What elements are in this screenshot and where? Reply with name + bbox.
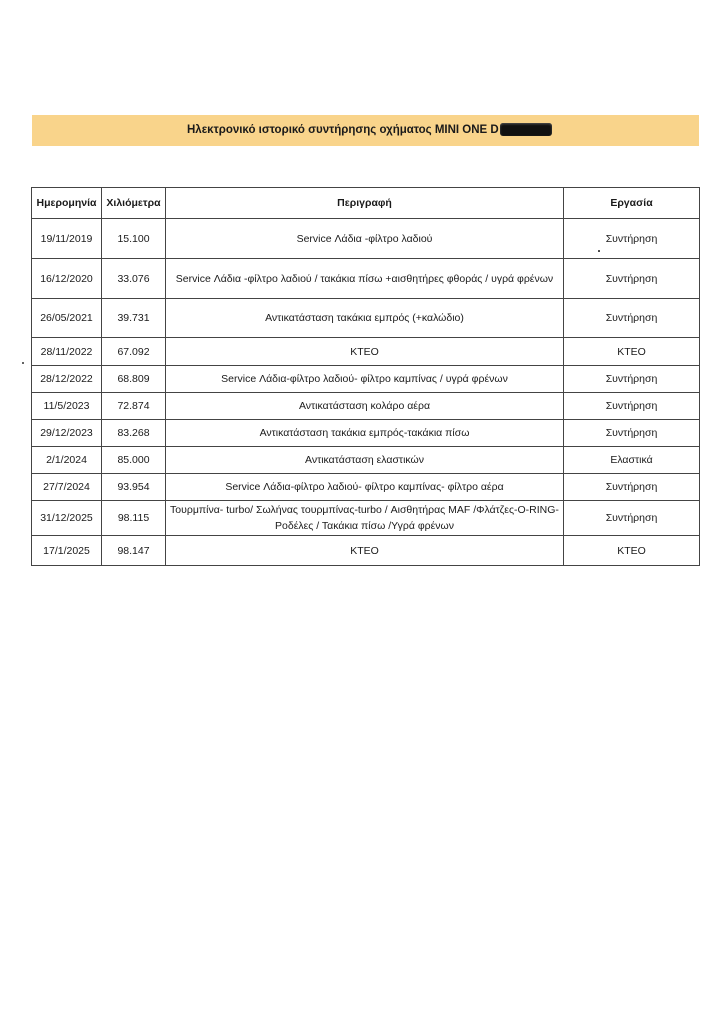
table-row [32, 338, 700, 366]
cell-work: Συντήρηση [564, 474, 700, 501]
header-work: Εργασία [564, 188, 700, 219]
cell-work: Συντήρηση [564, 259, 700, 299]
cell-description: ΚΤΕΟ [166, 338, 564, 366]
scan-speck [22, 362, 24, 364]
cell-date: 28/12/2022 [32, 366, 102, 393]
cell-description: Τουρμπίνα- turbo/ Σωλήνας τουρμπίνας-turbo / Αισθητήρας MAF /Φλάτζες-O-RING-Ροδέλες / Τακάκια πίσω /Υγρά φρένων [166, 501, 564, 536]
cell-km: 85.000 [102, 447, 166, 474]
header-date: Ημερομηνία [32, 188, 102, 219]
table-row [32, 299, 700, 338]
cell-km: 33.076 [102, 259, 166, 299]
cell-work: Συντήρηση [564, 299, 700, 338]
cell-km: 93.954 [102, 474, 166, 501]
table-row [32, 447, 700, 474]
cell-description: Service Λάδια -φίλτρο λαδιού / τακάκια πίσω +αισθητήρες φθοράς / υγρά φρένων [166, 259, 564, 299]
cell-date: 2/1/2024 [32, 447, 102, 474]
cell-date: 11/5/2023 [32, 393, 102, 420]
table-row [32, 501, 700, 536]
cell-date: 17/1/2025 [32, 536, 102, 566]
redaction-mark [500, 123, 552, 136]
cell-description: Service Λάδια -φίλτρο λαδιού [166, 219, 564, 259]
header-km: Χιλιόμετρα [102, 188, 166, 219]
cell-work: ΚΤΕΟ [564, 536, 700, 566]
cell-work: Συντήρηση [564, 366, 700, 393]
table-row [32, 219, 700, 259]
cell-description: Αντικατάσταση τακάκια εμπρός (+καλώδιο) [166, 299, 564, 338]
cell-description: ΚΤΕΟ [166, 536, 564, 566]
cell-date: 16/12/2020 [32, 259, 102, 299]
cell-work: Συντήρηση [564, 501, 700, 536]
cell-work: ΚΤΕΟ [564, 338, 700, 366]
table-row [32, 393, 700, 420]
maintenance-table [31, 187, 700, 566]
cell-work: Συντήρηση [564, 420, 700, 447]
cell-date: 28/11/2022 [32, 338, 102, 366]
table-row [32, 366, 700, 393]
table-row [32, 474, 700, 501]
cell-work: Ελαστικά [564, 447, 700, 474]
cell-date: 27/7/2024 [32, 474, 102, 501]
header-description: Περιγραφή [166, 188, 564, 219]
cell-work: Συντήρηση [564, 393, 700, 420]
table-header-row [32, 188, 700, 219]
cell-work: Συντήρηση [564, 219, 700, 259]
cell-km: 15.100 [102, 219, 166, 259]
cell-date: 29/12/2023 [32, 420, 102, 447]
cell-date: 19/11/2019 [32, 219, 102, 259]
cell-description: Αντικατάσταση κολάρο αέρα [166, 393, 564, 420]
cell-km: 83.268 [102, 420, 166, 447]
cell-km: 98.147 [102, 536, 166, 566]
cell-km: 72.874 [102, 393, 166, 420]
cell-date: 31/12/2025 [32, 501, 102, 536]
cell-km: 67.092 [102, 338, 166, 366]
cell-description: Service Λάδια-φίλτρο λαδιού- φίλτρο καμπίνας- φίλτρο αέρα [166, 474, 564, 501]
document-title: Ηλεκτρονικό ιστορικό συντήρησης οχήματος MINI ONE D [187, 124, 499, 136]
cell-description: Αντικατάσταση τακάκια εμπρός-τακάκια πίσω [166, 420, 564, 447]
cell-date: 26/05/2021 [32, 299, 102, 338]
table-row [32, 420, 700, 447]
cell-description: Service Λάδια-φίλτρο λαδιού- φίλτρο καμπίνας / υγρά φρένων [166, 366, 564, 393]
cell-description: Αντικατάσταση ελαστικών [166, 447, 564, 474]
cell-km: 98.115 [102, 501, 166, 536]
table-row [32, 259, 700, 299]
cell-km: 39.731 [102, 299, 166, 338]
cell-km: 68.809 [102, 366, 166, 393]
table-row [32, 536, 700, 566]
